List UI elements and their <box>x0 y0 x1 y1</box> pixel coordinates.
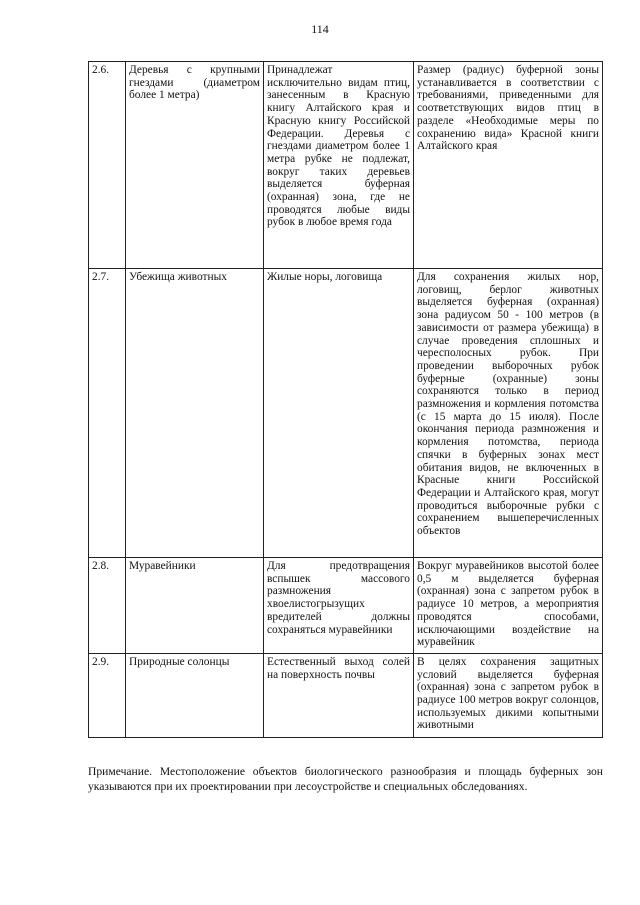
table-row <box>89 653 603 737</box>
footnote: Примечание. Местоположение объектов биологического разнообразия и площадь буферных зон указываются при их проектировании при лесоустройстве и специальных обследованиях. <box>88 765 603 793</box>
table-row <box>89 269 603 558</box>
object-name: Убежища животных <box>126 269 264 558</box>
row-number: 2.6. <box>89 62 126 269</box>
object-characteristic: Принадлежат исключительно видам птиц, занесенным в Красную книгу Алтайского края и Красную книгу Российской Федерации. Деревья с гнездами диаметром более 1 метра рубке не подлежат, вокруг таких деревьев выделяется буферная (охранная) зона, где не проводятся любые виды рубок в любое время года <box>264 62 414 269</box>
row-number: 2.8. <box>89 558 126 654</box>
object-name: Деревья с крупными гнездами (диаметром более 1 метра) <box>126 62 264 269</box>
buffer-zones-table <box>88 61 603 738</box>
table-row <box>89 62 603 269</box>
buffer-zone-requirement: Для сохранения жилых нор, логовищ, берлог животных выделяется буферная (охранная) зона радиусом 50 - 100 метров (в зависимости от размера убежища) в случае проведения сплошных и чересполосных рубок. При проведении выборочных рубок буферные (охранные) зоны сохраняются только в период размножения и кормления потомства (с 15 марта до 15 июля). После окончания периода размножения и кормления потомства, периода спячки в буферных зонах мест обитания видов, не включенных в Красные книги Российской Федерации и Алтайского края, могут проводиться выборочные рубки с сохранением вышеперечисленных объектов <box>414 269 603 558</box>
buffer-zone-requirement: В целях сохранения защитных условий выделяется буферная (охранная) зона с запретом рубок в радиусе 100 метров вокруг солонцов, используемых дикими копытными животными <box>414 653 603 737</box>
object-name: Муравейники <box>126 558 264 654</box>
object-characteristic: Для предотвращения вспышек массового размножения хвоелистогрызущих вредителей должны сохраняться муравейники <box>264 558 414 654</box>
buffer-zone-requirement: Размер (радиус) буферной зоны устанавливается в соответствии с требованиями, приведенными для соответствующих видов птиц в разделе «Необходимые меры по сохранению вида» Красной книги Алтайского края <box>414 62 603 269</box>
table-row <box>89 558 603 654</box>
buffer-zone-requirement: Вокруг муравейников высотой более 0,5 м выделяется буферная (охранная) зона с запретом рубок в радиусе 10 метров, а мероприятия проводятся способами, исключающими воздействие на муравейник <box>414 558 603 654</box>
row-number: 2.7. <box>89 269 126 558</box>
page-number: 114 <box>311 22 329 36</box>
object-name: Природные солонцы <box>126 653 264 737</box>
object-characteristic: Жилые норы, логовища <box>264 269 414 558</box>
row-number: 2.9. <box>89 653 126 737</box>
object-characteristic: Естественный выход солей на поверхность почвы <box>264 653 414 737</box>
